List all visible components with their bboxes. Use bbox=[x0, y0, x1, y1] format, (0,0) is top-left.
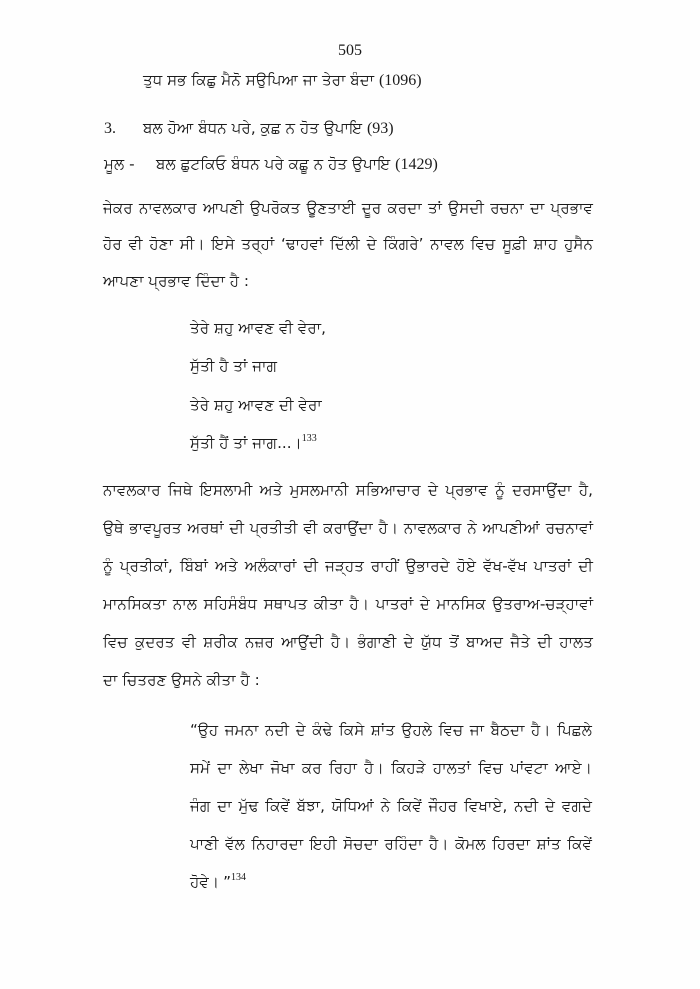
verse-line-4 bbox=[190, 433, 317, 453]
example-label: 3. bbox=[104, 120, 116, 137]
paragraph-1-line-1: ਜੇਕਰ ਨਾਵਲਕਾਰ ਆਪਣੀ ਉਪਰੋਕਤ ਊਣਤਾਈ ਦੂਰ ਕਰਦਾ ਤਾਂ ਉਸਦੀ ਰਚਨਾ ਦਾ ਪ੍ਰਭਾਵ bbox=[103, 199, 593, 217]
paragraph-2-line-6: ਦਾ ਚਿਤਰਣ ਉਸਨੇ ਕੀਤਾ ਹੈ : bbox=[103, 671, 260, 689]
quote-line-1: “ਉਹ ਜਮਨਾ ਨਦੀ ਦੇ ਕੰਢੇ ਕਿਸੇ ਸ਼ਾਂਤ ਉਹਲੇ ਵਿਚ ਜਾ ਬੈਠਦਾ ਹੈ। ਪਿਛਲੇ bbox=[190, 721, 592, 739]
footnote-marker: 134 bbox=[230, 872, 246, 883]
quote-line-3: ਜੰਗ ਦਾ ਮੁੱਢ ਕਿਵੇਂ ਬੱਝਾ, ਯੋਧਿਆਂ ਨੇ ਕਿਵੇਂ ਜੌਹਰ ਵਿਖਾਏ, ਨਦੀ ਦੇ ਵਗਦੇ bbox=[190, 797, 592, 815]
example-ref: (1096) bbox=[378, 72, 422, 89]
example-label: ਮੂਲ - bbox=[104, 155, 135, 173]
example-line-3 bbox=[104, 154, 438, 175]
paragraph-1-line-2: ਹੋਰ ਵੀ ਹੋਣਾ ਸੀ। ਇਸੇ ਤਰ੍ਹਾਂ ‘ਢਾਹਵਾਂ ਦਿੱਲੀ ਦੇ ਕਿੰਗਰੇ’ ਨਾਵਲ ਵਿਚ ਸੂਫ਼ੀ ਸ਼ਾਹ ਹੁਸੈਨ bbox=[103, 235, 593, 253]
quote-text: ਹੋਵੇ। bbox=[190, 873, 220, 891]
verse-line-1: ਤੇਰੇ ਸ਼ਹੁ ਆਵਣ ਵੀ ਵੇਰਾ, bbox=[190, 319, 326, 337]
example-line-2 bbox=[104, 118, 394, 139]
closing-quote-mark: ” bbox=[223, 873, 231, 891]
quote-line-2: ਸਮੇਂ ਦਾ ਲੇਖਾ ਜੋਖਾ ਕਰ ਰਿਹਾ ਹੈ। ਕਿਹੜੇ ਹਾਲਤਾਂ ਵਿਚ ਪਾਂਵਟਾ ਆਏ। bbox=[190, 759, 592, 777]
example-text: ਤੁਧ ਸਭ ਕਿਛੁ ਮੈਨੋ ਸਉਪਿਆ ਜਾ ਤੇਰਾ ਬੰਦਾ bbox=[143, 71, 379, 89]
verse-text: ਸੁੱਤੀ ਹੈਂ ਤਾਂ ਜਾਗ...। bbox=[190, 434, 302, 452]
example-text: ਬਲ ਛੁਟਕਿਓ ਬੰਧਨ ਪਰੇ ਕਛੂ ਨ ਹੋਤ ਉਪਾਇ bbox=[156, 155, 396, 173]
paragraph-2-line-4: ਮਾਨਸਿਕਤਾ ਨਾਲ ਸਹਿਸੰਬੰਧ ਸਥਾਪਤ ਕੀਤਾ ਹੈ। ਪਾਤਰਾਂ ਦੇ ਮਾਨਸਿਕ ਉਤਰਾਅ-ਚੜ੍ਹਾਵਾਂ bbox=[103, 595, 593, 613]
verse-line-3: ਤੇਰੇ ਸ਼ਹੁ ਆਵਣ ਦੀ ਵੇਰਾ bbox=[190, 396, 322, 414]
paragraph-2-line-1: ਨਾਵਲਕਾਰ ਜਿਥੇ ਇਸਲਾਮੀ ਅਤੇ ਮੁਸਲਮਾਨੀ ਸਭਿਆਚਾਰ ਦੇ ਪ੍ਰਭਾਵ ਨੂੰ ਦਰਸਾਉਂਦਾ ਹੈ, bbox=[103, 481, 593, 499]
paragraph-2-line-5: ਵਿਚ ਕੁਦਰਤ ਵੀ ਸ਼ਰੀਕ ਨਜ਼ਰ ਆਉਂਦੀ ਹੈ। ਭੰਗਾਣੀ ਦੇ ਯੁੱਧ ਤੋਂ ਬਾਅਦ ਜੈਤੇ ਦੀ ਹਾਲਤ bbox=[103, 633, 593, 651]
quote-line-5 bbox=[190, 872, 246, 892]
page-number: 505 bbox=[338, 42, 362, 59]
example-ref: (93) bbox=[366, 120, 394, 137]
example-line-1 bbox=[143, 70, 422, 91]
paragraph-2-line-3: ਨੂੰ ਪ੍ਰਤੀਕਾਂ, ਬਿੰਬਾਂ ਅਤੇ ਅਲੰਕਾਰਾਂ ਦੀ ਜੜ੍ਹਤ ਰਾਹੀਂ ਉਭਾਰਦੇ ਹੋਏ ਵੱਖ-ਵੱਖ ਪਾਤਰਾਂ ਦੀ bbox=[103, 557, 593, 575]
verse-line-2: ਸੁੱਤੀ ਹੈ ਤਾਂ ਜਾਗ bbox=[190, 357, 278, 375]
example-text: ਬਲ ਹੋਆ ਬੰਧਨ ਪਰੇ, ਕੁਛ ਨ ਹੋਤ ਉਪਾਇ bbox=[143, 119, 367, 137]
quote-line-4: ਪਾਣੀ ਵੱਲ ਨਿਹਾਰਦਾ ਇਹੀ ਸੋਚਦਾ ਰਹਿੰਦਾ ਹੈ। ਕੋਮਲ ਹਿਰਦਾ ਸ਼ਾਂਤ ਕਿਵੇਂ bbox=[190, 835, 592, 853]
paragraph-2-line-2: ਉਥੇ ਭਾਵਪੂਰਤ ਅਰਥਾਂ ਦੀ ਪ੍ਰਤੀਤੀ ਵੀ ਕਰਾਉਂਦਾ ਹੈ। ਨਾਵਲਕਾਰ ਨੇ ਆਪਣੀਆਂ ਰਚਨਾਵਾਂ bbox=[103, 519, 593, 537]
paragraph-1-line-3: ਆਪਣਾ ਪ੍ਰਭਾਵ ਦਿੰਦਾ ਹੈ : bbox=[103, 272, 250, 290]
example-ref: (1429) bbox=[395, 156, 438, 173]
footnote-marker: 133 bbox=[301, 433, 317, 444]
